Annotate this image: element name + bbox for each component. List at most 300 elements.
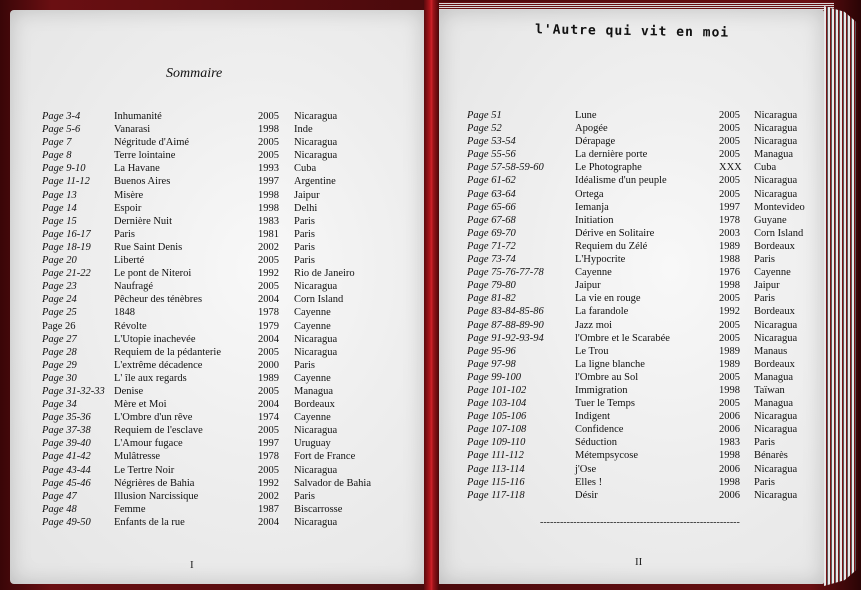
poem-year: 2004 [258,294,279,306]
page-ref: Page 51 [467,110,502,121]
toc-entry[interactable] [467,423,807,436]
page-ref: Page 8 [42,150,72,162]
toc-entry[interactable] [42,110,382,123]
poem-year: 2000 [258,359,279,371]
poem-place: Corn Island [294,294,344,306]
page-ref: Page 20 [42,255,77,267]
page-ref: Page 5-6 [42,124,81,136]
poem-year: 1989 [258,372,279,384]
poem-title: Mère et Moi [114,399,167,411]
page-ref: Page 69-70 [467,227,516,239]
poem-title: Ortega [575,188,604,200]
toc-entry[interactable] [467,489,807,502]
poem-title: Espoir [114,202,142,214]
poem-title: La Havane [114,163,160,175]
poem-year: 1981 [258,228,279,240]
poem-title: Séduction [575,437,617,449]
poem-place: Nicaragua [754,489,798,501]
poem-title: Désir [575,489,598,501]
poem-year: 2006 [719,411,740,423]
page-ref: Page 39-40 [42,438,91,450]
toc-entry[interactable] [467,345,807,358]
toc-entry[interactable] [467,436,807,449]
poem-title: Tuer le Temps [575,398,635,410]
poem-year: 1979 [258,320,279,332]
page-ref: Page 53-54 [467,136,516,148]
poem-title: j'Ose [575,463,597,475]
poem-year: 2002 [258,241,279,253]
page-ref: Page 25 [42,307,77,319]
page-ref: Page 34 [42,399,77,411]
poem-title: Elles ! [575,476,603,488]
toc-entry[interactable] [42,267,382,280]
poem-place: Cuba [754,162,777,174]
poem-place: Montevideo [754,201,805,213]
poem-title: Confidence [575,424,624,436]
poem-title: Inhumanité [114,111,162,122]
toc-entry[interactable] [467,240,807,253]
page-ref: Page 23 [42,281,77,293]
poem-title: Initiation [575,214,614,226]
toc-entry[interactable] [467,358,807,371]
toc-entry[interactable] [42,516,382,529]
poem-year: 2006 [719,463,740,475]
poem-title: L'Amour fugace [114,438,183,450]
poem-title: L'Ombre d'un rêve [114,412,193,424]
toc-entry[interactable] [42,464,382,477]
section-divider: ------------------------------------------------------------ [540,517,740,528]
page-ref: Page 103-104 [467,398,527,410]
toc-entry[interactable] [467,332,807,345]
poem-year: 1978 [258,451,279,463]
toc-entry[interactable] [467,201,807,214]
poem-year: 2005 [258,150,279,162]
toc-entry[interactable] [467,122,807,135]
poem-place: Nicaragua [754,123,798,135]
poem-title: Femme [114,503,146,515]
poem-place: Paris [754,437,775,449]
poem-place: Managua [294,385,334,397]
toc-entry[interactable] [467,279,807,292]
poem-year: 1989 [719,345,740,357]
poem-year: 2005 [258,281,279,293]
poem-place: Cayenne [754,267,791,279]
poem-place: Nicaragua [294,111,338,122]
page-ref: Page 81-82 [467,293,516,305]
poem-year: 2002 [258,490,279,502]
poem-year: 2005 [719,136,740,148]
page-ref: Page 14 [42,202,77,214]
poem-title: La dernière porte [575,149,648,161]
poem-year: 2005 [719,293,740,305]
poem-year: 1992 [258,477,279,489]
poem-title: L'extrême décadence [114,359,203,371]
page-ref: Page 16-17 [42,228,91,240]
poem-title: Révolte [114,320,147,332]
poem-year: 2006 [719,424,740,436]
poem-place: Taïwan [754,384,785,396]
poem-title: Métempsycose [575,450,638,462]
toc-entry[interactable] [42,254,382,267]
poem-place: Nicaragua [294,346,338,358]
poem-place: Nicaragua [294,137,338,149]
poem-year: 2004 [258,516,279,528]
poem-place: Argentine [294,176,336,188]
poem-title: Cayenne [575,267,612,279]
page-ref: Page 27 [42,333,77,345]
page-ref: Page 49-50 [42,516,91,528]
poem-title: La vie en rouge [575,293,641,305]
poem-title: Le Trou [575,345,609,357]
poem-year: 1998 [719,476,740,488]
poem-year: 2005 [719,371,740,383]
toc-entry[interactable] [42,385,382,398]
page-ref: Page 63-64 [467,188,516,200]
toc-entry[interactable] [42,411,382,424]
poem-place: Nicaragua [754,424,798,436]
toc-entry[interactable] [42,503,382,516]
poem-year: 1998 [258,124,279,136]
toc-entry[interactable] [42,424,382,437]
page-ref: Page 75-76-77-78 [467,267,544,279]
page-ref: Page 61-62 [467,175,516,187]
poem-year: 1983 [258,215,279,227]
page-ref: Page 55-56 [467,149,516,161]
page-ref: Page 13 [42,189,77,201]
poem-year: 1989 [719,358,740,370]
poem-title: Négritude d'Aimé [114,137,190,149]
poem-title: Denise [114,385,144,397]
poem-place: Cayenne [294,307,331,319]
toc-entry[interactable] [42,202,382,215]
poem-year: 2006 [719,489,740,501]
poem-title: l'Ombre et le Scarabée [575,332,670,344]
poem-year: 1997 [258,176,279,188]
toc-entry[interactable] [42,477,382,490]
poem-year: 1992 [258,268,279,280]
page-ref: Page 71-72 [467,240,516,252]
poem-title: Idéalisme d'un peuple [575,175,667,187]
toc-entry[interactable] [467,463,807,476]
poem-title: l'Ombre au Sol [575,371,639,383]
summary-title: Sommaire [166,66,223,81]
poem-year: 2004 [258,399,279,411]
page-ref: Page 24 [42,294,77,306]
poem-place: Bordeaux [754,240,795,252]
poem-title: L'Utopie inachevée [114,333,196,345]
page-ref: Page 30 [42,372,77,384]
page-ref: Page 117-118 [467,489,525,501]
poem-place: Uruguay [294,438,331,450]
page-ref: Page 11-12 [42,176,90,188]
toc-entry[interactable] [467,319,807,332]
poem-place: Cayenne [294,412,331,424]
poem-year: 2005 [258,385,279,397]
poem-title: 1848 [114,307,135,319]
poem-title: Requiem de la pédanterie [114,346,221,358]
poem-place: Corn Island [754,227,804,239]
poem-title: Requiem de l'esclave [114,425,203,437]
poem-place: Delhi [294,202,318,214]
poem-place: Nicaragua [754,332,798,344]
poem-title: Jaipur [575,280,601,292]
toc-entry[interactable] [42,437,382,450]
poem-year: 1976 [719,267,740,279]
poem-title: L'Hypocrite [575,254,626,266]
poem-place: Paris [754,476,775,488]
toc-entry[interactable] [467,214,807,227]
toc-entry[interactable] [42,149,382,162]
toc-entry[interactable] [42,293,382,306]
poem-place: Nicaragua [294,464,338,476]
poem-title: Immigration [575,384,628,396]
toc-entry[interactable] [467,188,807,201]
poem-title: L' île aux regards [114,372,187,384]
poem-year: 2005 [719,175,740,187]
page-ref: Page 41-42 [42,451,91,463]
poem-place: Jaipur [754,280,780,292]
poem-place: Nicaragua [294,150,338,162]
toc-entry[interactable] [42,123,382,136]
poem-place: Nicaragua [294,333,338,345]
poem-place: Jaipur [294,189,320,201]
page-ref: Page 91-92-93-94 [467,332,544,344]
poem-place: Paris [294,215,315,227]
poem-year: 1989 [719,240,740,252]
poem-title: Mulâtresse [114,451,161,463]
poem-year: 1998 [719,384,740,396]
toc-entry[interactable] [42,398,382,411]
page-ref: Page 101-102 [467,384,527,396]
page-number-left: I [190,559,194,571]
toc-right [467,109,807,502]
poem-title: Paris [114,228,135,240]
poem-year: 2004 [258,333,279,345]
poem-place: Cayenne [294,372,331,384]
toc-entry[interactable] [42,333,382,346]
poem-title: Le Tertre Noir [114,464,175,476]
page-ref: Page 83-84-85-86 [467,306,544,318]
toc-entry[interactable] [42,136,382,149]
poem-year: 1987 [258,503,279,515]
page-stack-top [439,2,834,10]
page-ref: Page 47 [42,490,77,502]
page-ref: Page 105-106 [467,411,527,423]
page-ref: Page 107-108 [467,424,527,436]
poem-place: Inde [294,124,313,136]
toc-entry[interactable] [467,161,807,174]
poem-year: 2005 [258,137,279,149]
poem-title: Dérapage [575,136,616,148]
toc-entry[interactable] [467,109,807,122]
poem-title: Rue Saint Denis [114,241,183,253]
poem-place: Managua [754,398,794,410]
poem-year: 1997 [258,438,279,450]
poem-title: Indigent [575,411,610,423]
section-title: l'Autre qui vit en moi [534,22,730,41]
toc-entry[interactable] [42,359,382,372]
toc-entry[interactable] [467,397,807,410]
toc-entry[interactable] [42,450,382,463]
poem-year: 2005 [719,149,740,161]
poem-place: Paris [754,254,775,266]
page-ref: Page 43-44 [42,464,91,476]
poem-place: Paris [294,228,315,240]
toc-entry[interactable] [467,292,807,305]
poem-year: 1992 [719,306,740,318]
toc-entry[interactable] [467,227,807,240]
toc-entry[interactable] [42,490,382,503]
toc-entry[interactable] [467,305,807,318]
page-ref: Page 111-112 [467,450,524,462]
poem-place: Cuba [294,163,317,175]
toc-entry[interactable] [42,215,382,228]
toc-entry[interactable] [42,306,382,319]
poem-title: Vanarasi [114,124,151,136]
toc-entry[interactable] [42,280,382,293]
poem-title: Lune [575,110,597,121]
page-ref: Page 73-74 [467,254,516,266]
page-ref: Page 31-32-33 [42,385,105,397]
poem-title: Jazz moi [575,319,613,331]
poem-place: Nicaragua [294,281,338,293]
toc-entry[interactable] [467,174,807,187]
poem-year: 2005 [719,332,740,344]
poem-title: Naufragé [114,281,154,293]
poem-place: Bordeaux [754,306,795,318]
toc-entry[interactable] [42,372,382,385]
poem-title: La farandole [575,306,629,318]
toc-entry[interactable] [467,384,807,397]
page-ref: Page 7 [42,137,72,149]
toc-entry[interactable] [467,410,807,423]
page-ref: Page 21-22 [42,268,91,280]
poem-title: Terre lointaine [114,150,176,162]
toc-entry[interactable] [467,371,807,384]
toc-entry[interactable] [467,266,807,279]
toc-entry[interactable] [42,228,382,241]
page-ref: Page 26 [42,320,76,332]
poem-title: Pêcheur des ténèbres [114,294,203,306]
toc-entry[interactable] [467,253,807,266]
poem-year: 2005 [258,425,279,437]
poem-title: Apogée [575,123,608,135]
poem-place: Bordeaux [754,358,795,370]
poem-place: Manaus [754,345,788,357]
poem-year: 2005 [719,188,740,200]
poem-title: Illusion Narcissique [114,490,199,502]
page-ref: Page 79-80 [467,280,516,292]
toc-entry[interactable] [467,148,807,161]
toc-entry[interactable] [42,320,382,333]
poem-year: 2005 [258,464,279,476]
toc-entry[interactable] [42,241,382,254]
toc-entry[interactable] [42,162,382,175]
poem-place: Cayenne [294,320,331,332]
poem-year: 2003 [719,227,740,239]
page-stack-edge [824,6,858,586]
poem-place: Managua [754,371,794,383]
poem-title: Négrières de Bahia [114,477,195,489]
book-spine [424,0,439,590]
page-ref: Page 115-116 [467,476,525,488]
poem-place: Paris [294,255,315,267]
poem-year: 1983 [719,437,740,449]
poem-place: Nicaragua [754,463,798,475]
poem-year: 1988 [719,254,740,266]
poem-place: Bénarès [754,450,788,462]
poem-year: 1993 [258,163,279,175]
toc-entry[interactable] [42,175,382,188]
poem-place: Nicaragua [754,110,798,121]
poem-year: 2005 [719,398,740,410]
page-ref: Page 35-36 [42,412,91,424]
poem-title: Iemanja [575,201,609,213]
page-ref: Page 45-46 [42,477,91,489]
poem-year: 1998 [258,202,279,214]
poem-place: Fort de France [294,451,356,463]
poem-title: Le Photographe [575,162,642,174]
page-ref: Page 48 [42,503,77,515]
toc-entry[interactable] [42,346,382,359]
poem-year: 1998 [719,450,740,462]
page-ref: Page 9-10 [42,163,86,175]
toc-entry[interactable] [42,189,382,202]
poem-place: Nicaragua [754,319,798,331]
toc-entry[interactable] [467,476,807,489]
page-ref: Page 18-19 [42,241,91,253]
poem-place: Managua [754,149,794,161]
poem-year: 2005 [258,255,279,267]
page-ref: Page 3-4 [42,111,81,122]
page-ref: Page 57-58-59-60 [467,162,544,174]
poem-place: Salvador de Bahia [294,477,371,489]
poem-place: Biscarrosse [294,503,343,515]
toc-entry[interactable] [467,135,807,148]
poem-title: Dernière Nuit [114,215,173,227]
page-ref: Page 113-114 [467,463,525,475]
poem-year: 2005 [258,111,279,122]
poem-place: Nicaragua [754,188,798,200]
poem-place: Paris [754,293,775,305]
poem-title: Liberté [114,255,145,267]
page-ref: Page 99-100 [467,371,521,383]
poem-title: Enfants de la rue [114,516,185,528]
poem-title: Le pont de Niteroi [114,268,192,280]
poem-year: 2005 [258,346,279,358]
page-ref: Page 97-98 [467,358,516,370]
poem-year: 1998 [258,189,279,201]
poem-title: Buenos Aires [114,176,171,188]
page-ref: Page 15 [42,215,77,227]
poem-place: Paris [294,241,315,253]
page-ref: Page 95-96 [467,345,516,357]
toc-entry[interactable] [467,449,807,462]
poem-place: Paris [294,490,315,502]
poem-year: 2005 [719,110,740,121]
poem-place: Rio de Janeiro [294,268,355,280]
poem-place: Guyane [754,214,787,226]
page-ref: Page 29 [42,359,77,371]
poem-title: La ligne blanche [575,358,645,370]
page-ref: Page 37-38 [42,425,91,437]
poem-year: 1998 [719,280,740,292]
poem-title: Requiem du Zélé [575,240,648,252]
page-ref: Page 109-110 [467,437,526,449]
poem-place: Nicaragua [294,425,338,437]
poem-year: 2005 [719,319,740,331]
poem-year: 1978 [258,307,279,319]
